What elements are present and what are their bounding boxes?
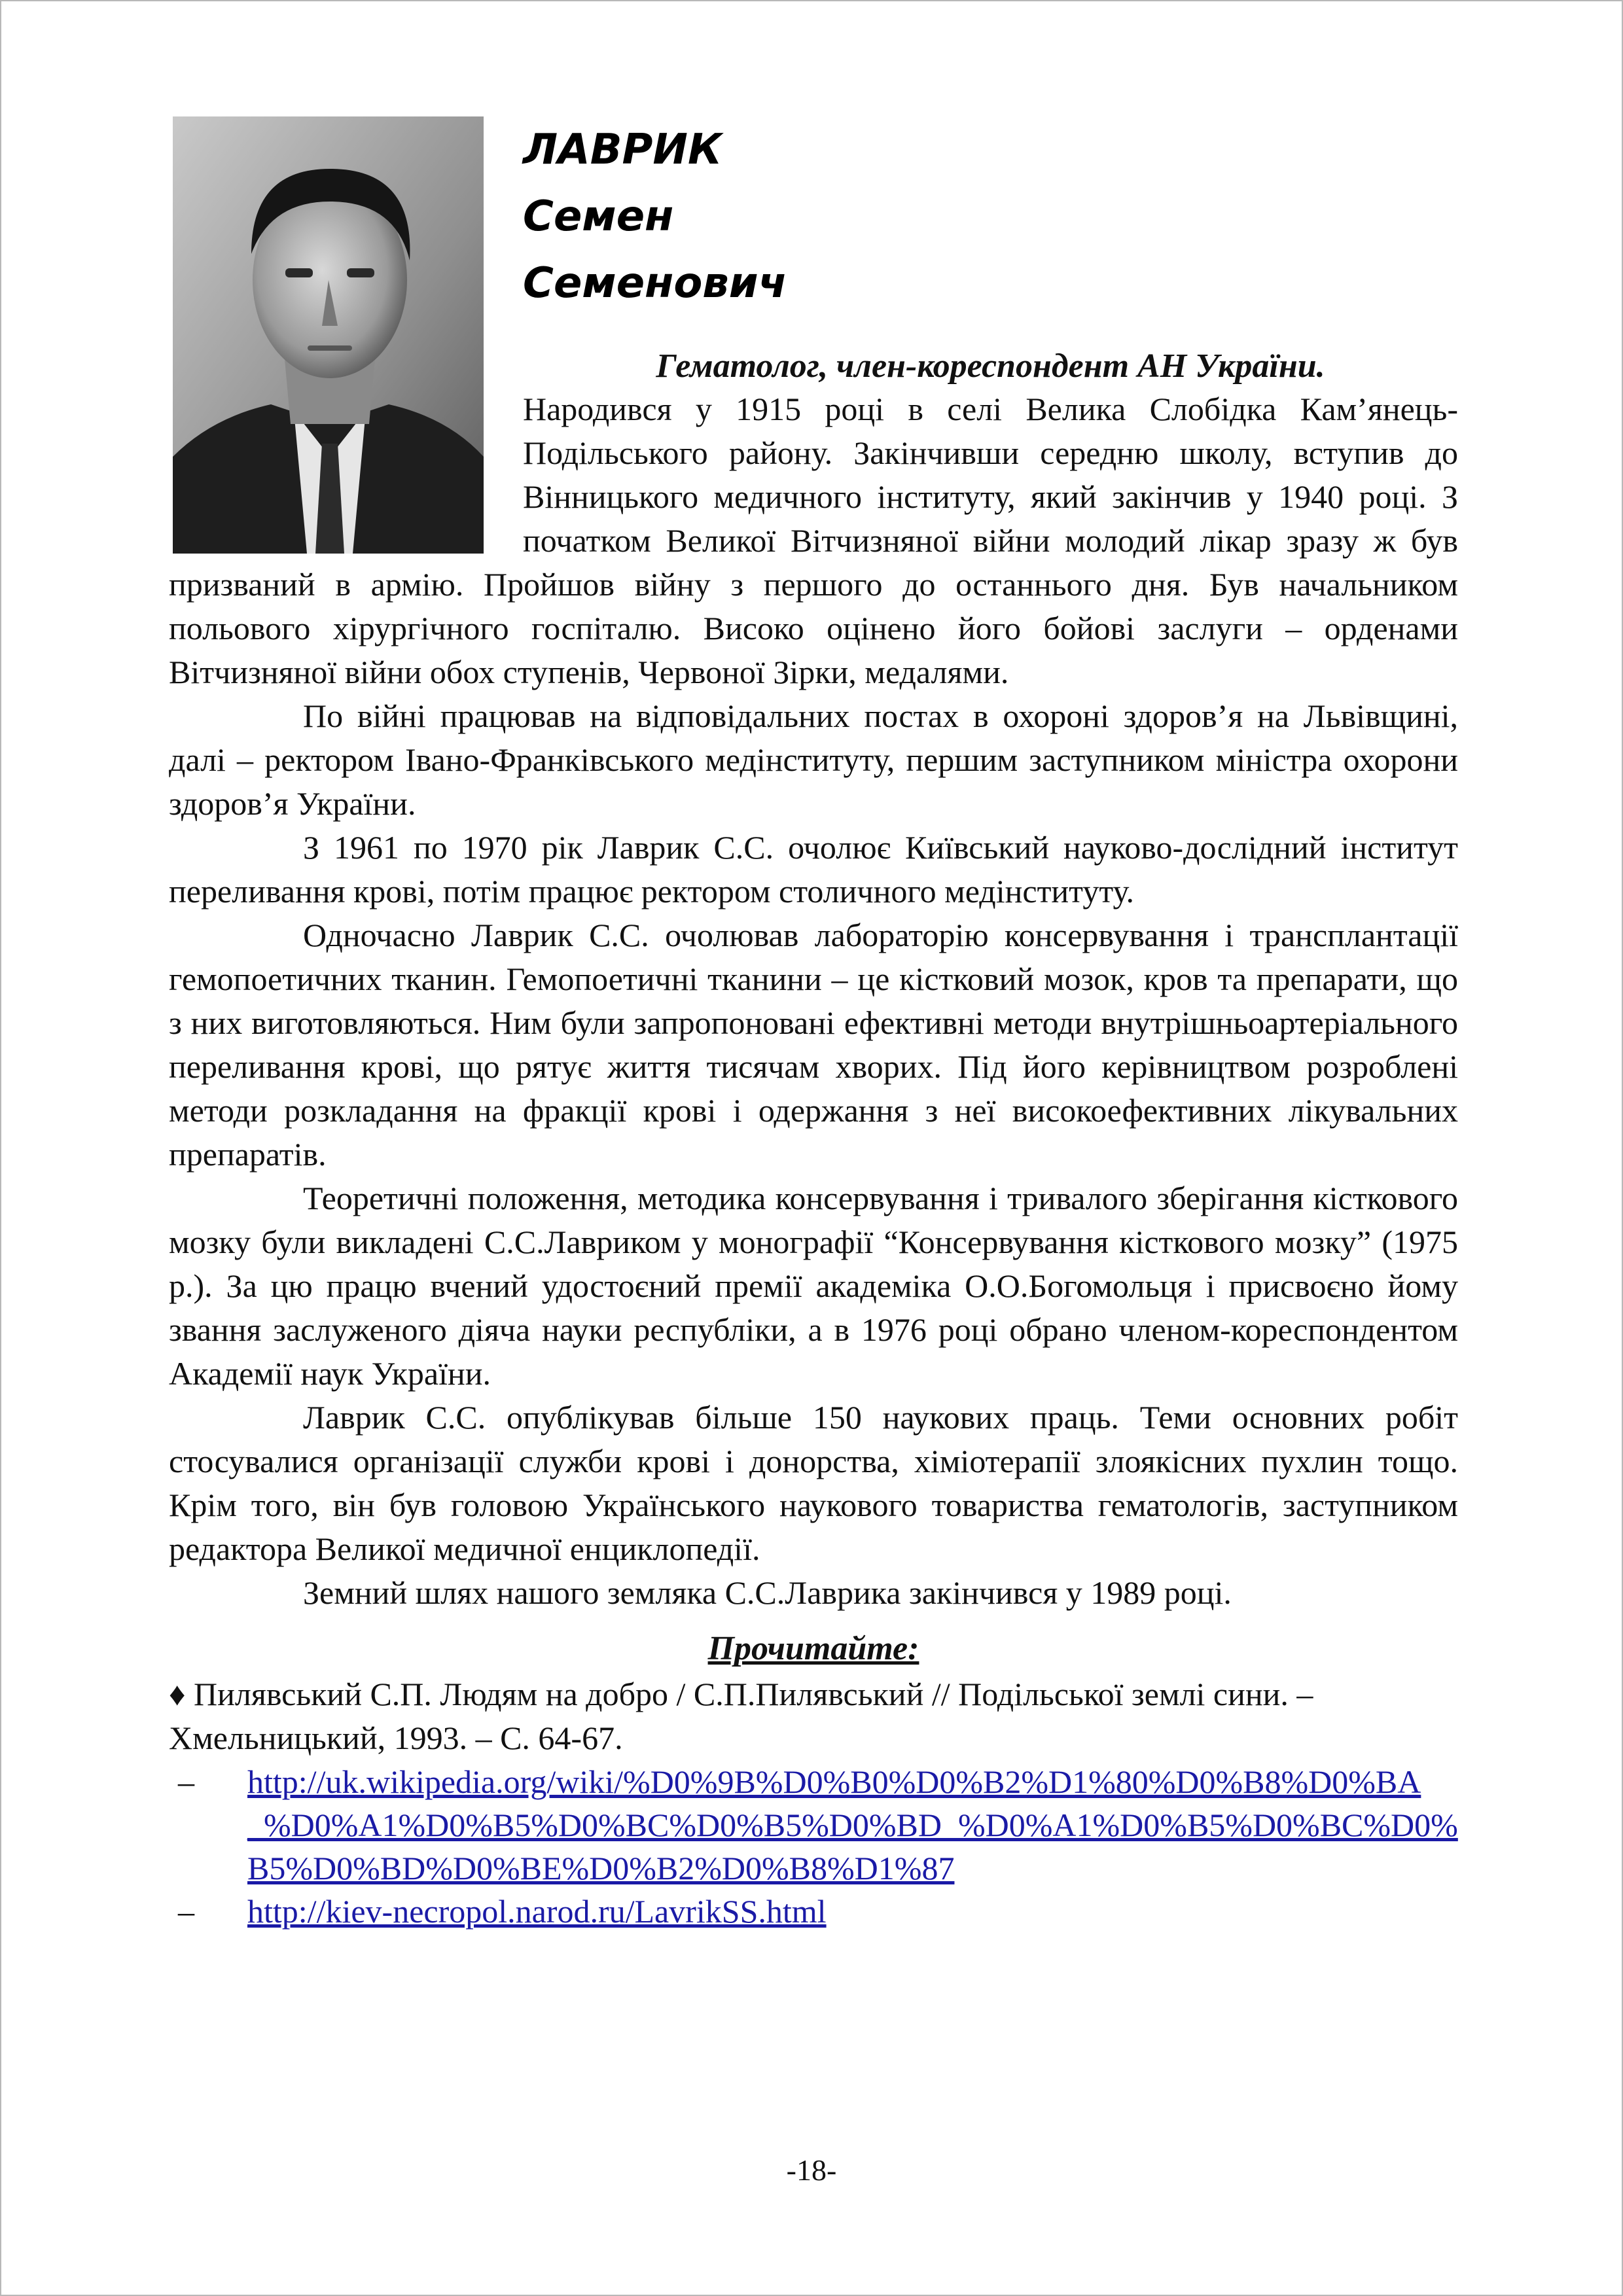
dash-bullet: –: [178, 1763, 194, 1800]
reading-link-item: [169, 1890, 1458, 1934]
reading-list-title: Прочитайте:: [707, 1630, 919, 1667]
reading-book-item: [169, 1672, 1458, 1760]
first-name: Семен: [523, 192, 674, 241]
wikipedia-link[interactable]: http://uk.wikipedia.org/wiki/%D0%9B%D0%B0%D0%B2%D1%80%D0%B8%D0%BA_%D0%A1%D0%B5%D0%BC%D0%B5%D0%BD_%D0%A1%D0%B5%D0%BC%D0%B5%D0%BD%D0%BE%D0%B2%D0%B8%D1%87: [247, 1763, 1458, 1886]
bio-paragraph-1: Народився у 1915 році в селі Велика Слобідка Кам’янець-Подільського району. Закінчивши середню школу, вступив до Вінницького медичного інституту, який закінчив у 1940 році. З початком Великої Вітчизняної війни молодий лікар зразу ж був призваний в армію. Пройшов війну з першого до останнього дня. Був начальником польового хірургічного госпіталю. Високо оцінено його бойові заслуги – орденами Вітчизняної війни обох ступенів, Червоної Зірки, медалями.: [169, 391, 1458, 690]
bio-paragraph-2: По війні працював на відповідальних постах в охороні здоров’я на Львівщині, далі – ректором Івано-Франківського медінституту, першим заступником міністра охорони здоров’я України.: [169, 698, 1458, 822]
bio-paragraph-3: З 1961 по 1970 рік Лаврик С.С. очолює Київський науково-дослідний інститут переливання крові, потім працює ректором столичного медінституту.: [169, 829, 1458, 910]
diamond-bullet-icon: ♦: [169, 1676, 186, 1712]
bio-paragraph-4: Одночасно Лаврик С.С. очолював лабораторію консервування і трансплантації гемопоетичних тканин. Гемопоетичні тканини – це кістковий мозок, кров та препарати, що з них виготовляються. Ним були запропоновані ефективні методи внутрішньоартеріального переливання крові, що рятує життя тисячам хворих. Під його керівництвом розроблені методи розкладання на фракції крові і одержання з неї високоефективних лікувальних препаратів.: [169, 917, 1458, 1173]
page-number: -18-: [786, 2153, 837, 2187]
reading-book-text: Пилявський С.П. Людям на добро / С.П.Пилявський // Подільської землі сини. – Хмельницький, 1993. – С. 64-67.: [169, 1676, 1313, 1756]
patronymic: Семенович: [523, 259, 787, 308]
bio-paragraph-5: Теоретичні положення, методика консервування і тривалого зберігання кісткового мозку були викладені С.С.Лавриком у монографії “Консервування кісткового мозку” (1975 р.). За цю працю вчений удостоєний премії академіка О.О.Богомольця і присвоєно йому звання заслуженого діяча науки республіки, а в 1976 році обрано членом-кореспондентом Академії наук України.: [169, 1180, 1458, 1392]
bio-paragraph-7: Земний шлях нашого земляка С.С.Лаврика закінчився у 1989 році.: [303, 1574, 1232, 1611]
portrait-photo: [173, 116, 484, 554]
surname: ЛАВРИК: [523, 126, 722, 174]
dash-bullet: –: [178, 1893, 194, 1930]
document-body: [169, 116, 1458, 1934]
bio-paragraph-6: Лаврик С.С. опублікував більше 150 наукових праць. Теми основних робіт стосувалися організації служби крові і донорства, хіміотерапії злоякісних пухлин тощо. Крім того, він був головою Українського наукового товариства гематологів, заступником редактора Великої медичної енциклопедії.: [169, 1399, 1458, 1567]
reading-link-item: [169, 1760, 1458, 1890]
role-subtitle: Гематолог, член-кореспондент АН України.: [656, 347, 1325, 385]
necropolis-link[interactable]: http://kiev-necropol.narod.ru/LavrikSS.html: [247, 1893, 827, 1930]
